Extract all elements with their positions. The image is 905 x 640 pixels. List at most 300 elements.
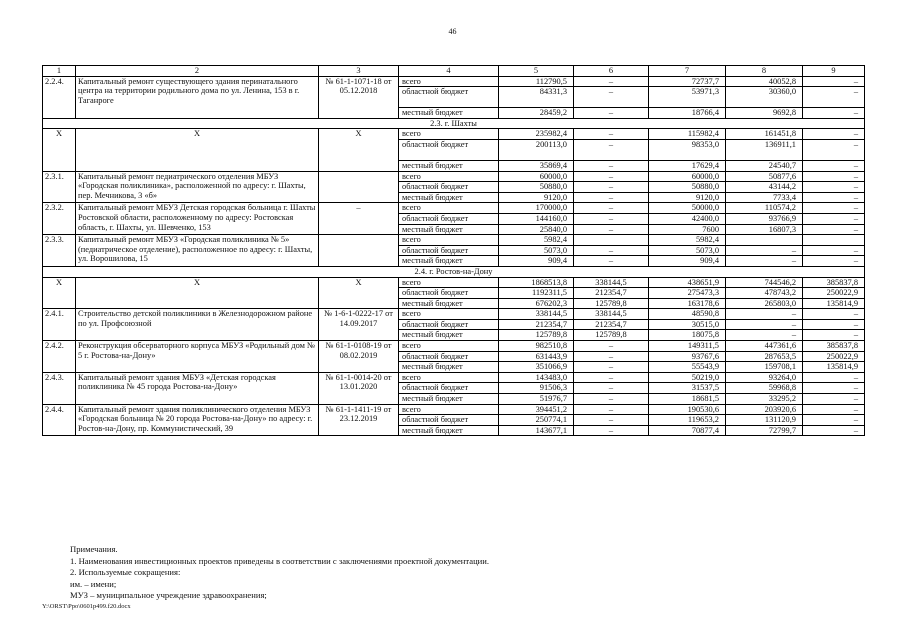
funding-source: местный бюджет	[399, 329, 498, 340]
funding-source-cell	[399, 277, 499, 309]
funding-source: местный бюджет	[399, 361, 498, 372]
amount-value	[803, 235, 864, 245]
amount-value: –	[574, 139, 648, 160]
row-number: X	[43, 277, 76, 309]
row-number: 2.4.1.	[43, 309, 76, 341]
amount-value: –	[574, 425, 648, 436]
amount-value: 190530,6	[687, 404, 719, 414]
amount-value: 136911,1	[726, 139, 802, 160]
amount-value: 72799,7	[726, 425, 802, 436]
amount-cell	[803, 171, 865, 203]
amount-cell	[649, 372, 726, 404]
expertise-conclusion: X	[319, 129, 399, 171]
column-header: 1	[43, 66, 76, 77]
column-header: 2	[76, 66, 319, 77]
amount-cell	[574, 171, 649, 203]
amount-value: –	[574, 393, 648, 404]
funding-source: местный бюджет	[399, 393, 498, 404]
column-header: 6	[574, 66, 649, 77]
amount-cell	[726, 404, 803, 436]
amount-cell	[574, 235, 649, 267]
amount-value: –	[803, 425, 864, 436]
column-header: 5	[499, 66, 574, 77]
amount-cell	[803, 341, 865, 373]
amount-value: 351066,9	[499, 361, 573, 372]
amount-value: 676202,3	[499, 298, 573, 309]
table-row	[43, 372, 865, 404]
amount-value: 338144,5	[595, 277, 627, 287]
object-name: Капитальный ремонт МБУЗ Детская городская больница г. Шахты Ростовской области, расположенному по адресу: Ростовская область, г. Шахты, ул. Шевченко, 153	[76, 203, 319, 235]
amount-value: –	[574, 107, 648, 118]
object-name: Капитальный ремонт здания поликлинического отделения МБУЗ «Городская больница № 20 города Ростова-на-Дону» по адресу: г. Ростов-на-Дону, пр. Коммунистический, 39	[76, 404, 319, 436]
amount-value: 135814,9	[803, 361, 864, 372]
amount-cell	[574, 277, 649, 309]
column-header-row	[43, 66, 865, 77]
amount-cell	[649, 203, 726, 235]
table-row	[43, 171, 865, 203]
amount-cell	[726, 372, 803, 404]
amount-value: 385837,8	[826, 341, 858, 351]
amount-value: 9120,0	[649, 192, 725, 203]
amount-value: –	[574, 361, 648, 372]
amount-value: –	[803, 139, 864, 160]
funding-source: всего	[402, 203, 421, 213]
amount-cell	[499, 235, 574, 267]
object-name: Капитальный ремонт МБУЗ «Городская поликлиника № 5» (педиатрическое отделение), расположенное по адресу: г. Шахты, ул. Ворошилова, 15	[76, 235, 319, 267]
amount-value: 131120,9	[726, 414, 802, 425]
amount-value: –	[608, 171, 614, 181]
note-line: им. – имени;	[70, 578, 117, 589]
funding-source: всего	[402, 372, 421, 382]
funding-source-cell	[399, 341, 499, 373]
amount-value: 1868513,8	[531, 277, 567, 287]
amount-value: –	[574, 382, 648, 393]
amount-value: –	[608, 341, 614, 351]
amount-value: 5982,4	[543, 235, 567, 245]
page-number: 46	[448, 27, 457, 36]
expertise-conclusion: № 61-1-1071-18 от 05.12.2018	[319, 76, 399, 118]
amount-cell	[726, 203, 803, 235]
object-name: Капитальный ремонт существующего здания перинатального центра на территории родильного дома по ул. Ленина, 153 в г. Таганроге	[76, 76, 319, 118]
amount-value: 25840,0	[499, 224, 573, 235]
amount-cell	[803, 203, 865, 235]
amount-value: –	[726, 245, 802, 256]
amount-value: 40052,8	[768, 76, 796, 86]
amount-value: –	[608, 404, 614, 414]
object-name: X	[76, 129, 319, 171]
funding-source-cell	[399, 372, 499, 404]
amount-value: –	[726, 329, 802, 340]
funding-source: местный бюджет	[399, 224, 498, 235]
note-line: МУЗ – муниципальное учреждение здравоохранения;	[70, 590, 267, 601]
funding-source: всего	[402, 171, 421, 181]
amount-value: 143483,0	[535, 372, 567, 382]
amount-value: –	[574, 245, 648, 256]
object-name: Капитальный ремонт педиатрического отделения МБУЗ «Городская поликлиника», расположенной по адресу: г. Шахты, пер. Мечникова, 3 «б»	[76, 171, 319, 203]
funding-source: местный бюджет	[399, 425, 498, 436]
amount-value: 149311,5	[687, 341, 719, 351]
amount-value: 18766,4	[649, 107, 725, 118]
amount-cell	[499, 129, 574, 171]
funding-source: областной бюджет	[399, 139, 498, 160]
amount-cell	[499, 309, 574, 341]
amount-value: 72737,7	[691, 76, 719, 86]
amount-value: –	[574, 255, 648, 266]
amount-value: 17629,4	[649, 160, 725, 171]
amount-value: –	[803, 329, 864, 340]
amount-value: 91506,3	[499, 382, 573, 393]
funding-source: местный бюджет	[399, 255, 498, 266]
investment-table	[42, 65, 865, 436]
amount-value: –	[803, 393, 864, 404]
amount-value: 93767,6	[649, 351, 725, 362]
table-row	[43, 76, 865, 118]
amount-value: –	[803, 414, 864, 425]
amount-value: 125789,8	[574, 298, 648, 309]
note-line: 1. Наименования инвестиционных проектов приведены в соответствии с заключениями проектной документации.	[70, 555, 490, 566]
funding-source: всего	[402, 341, 421, 351]
expertise-conclusion: № 61-1-0108-19 от 08.02.2019	[319, 341, 399, 373]
amount-value: 35869,4	[499, 160, 573, 171]
funding-source: областной бюджет	[399, 382, 498, 393]
amount-value: 125789,8	[499, 329, 573, 340]
row-number: 2.3.2.	[43, 203, 76, 235]
amount-cell	[499, 341, 574, 373]
amount-value: 338144,5	[595, 309, 627, 319]
amount-value: –	[608, 372, 614, 382]
file-path-footer: Y:\ORST\Ppo\0601p499.f20.docx	[42, 603, 131, 610]
amount-value: –	[574, 181, 648, 192]
amount-cell	[499, 171, 574, 203]
amount-cell	[726, 235, 803, 267]
note-line: 2. Используемые сокращения:	[70, 567, 181, 578]
amount-value: 50877,6	[768, 171, 796, 181]
amount-cell	[726, 129, 803, 171]
row-number: 2.4.3.	[43, 372, 76, 404]
funding-source-cell	[399, 404, 499, 436]
amount-value: 18681,5	[649, 393, 725, 404]
amount-cell	[499, 404, 574, 436]
amount-value: 33295,2	[726, 393, 802, 404]
amount-value: 203920,6	[764, 404, 796, 414]
amount-value: 909,4	[649, 255, 725, 266]
table-row	[43, 235, 865, 267]
amount-cell	[574, 203, 649, 235]
amount-value: 478743,2	[726, 287, 802, 298]
amount-value: 60000,0	[539, 171, 567, 181]
section-row	[43, 118, 865, 129]
funding-source: всего	[402, 76, 421, 86]
amount-cell	[726, 76, 803, 118]
amount-value: 7600	[649, 224, 725, 235]
amount-cell	[649, 309, 726, 341]
amount-value: 93766,9	[726, 213, 802, 224]
table-row	[43, 404, 865, 436]
object-name: Реконструкция обсерваторного корпуса МБУЗ «Родильный дом № 5 г. Ростова-на-Дону»	[76, 341, 319, 373]
amount-cell	[574, 309, 649, 341]
funding-source: местный бюджет	[399, 298, 498, 309]
notes-title: Примечания.	[70, 544, 118, 554]
funding-source: областной бюджет	[399, 213, 498, 224]
amount-value: 394451,2	[535, 404, 567, 414]
amount-value: 447361,6	[764, 341, 796, 351]
amount-value: 438651,9	[687, 277, 719, 287]
amount-value: 5982,4	[695, 235, 719, 245]
funding-source: всего	[402, 277, 421, 287]
amount-value: 982510,8	[535, 341, 567, 351]
amount-cell	[499, 203, 574, 235]
amount-value	[726, 235, 802, 245]
amount-cell	[574, 129, 649, 171]
expertise-conclusion: № 1-6-1-0222-17 от 14.09.2017	[319, 309, 399, 341]
amount-cell	[803, 372, 865, 404]
funding-source-cell	[399, 235, 499, 267]
amount-value: 212354,7	[574, 319, 648, 330]
amount-value: –	[853, 404, 858, 414]
amount-value: 50000,0	[691, 203, 719, 213]
amount-value: 143677,1	[499, 425, 573, 436]
amount-cell	[803, 277, 865, 309]
amount-cell	[574, 404, 649, 436]
amount-value: 43144,2	[726, 181, 802, 192]
amount-value: –	[574, 213, 648, 224]
amount-cell	[574, 372, 649, 404]
amount-value: 98353,0	[649, 139, 725, 160]
amount-value: 909,4	[499, 255, 573, 266]
amount-value: –	[803, 255, 864, 266]
amount-value: 59968,8	[726, 382, 802, 393]
amount-cell	[803, 404, 865, 436]
funding-source: всего	[402, 404, 421, 414]
funding-source: местный бюджет	[399, 192, 498, 203]
amount-value: –	[803, 213, 864, 224]
amount-value: 24540,7	[726, 160, 802, 171]
column-header: 3	[319, 66, 399, 77]
amount-value: 115982,4	[687, 129, 719, 139]
funding-source-cell	[399, 171, 499, 203]
object-name: Капитальный ремонт здания МБУЗ «Детская городская поликлиника № 45 города Ростова-на-Дону»	[76, 372, 319, 404]
amount-value: 250022,9	[803, 351, 864, 362]
amount-value: –	[608, 76, 614, 86]
amount-value: –	[803, 382, 864, 393]
funding-source: областной бюджет	[399, 245, 498, 256]
amount-value: 163178,6	[649, 298, 725, 309]
amount-value: 170000,0	[535, 203, 567, 213]
expertise-conclusion	[319, 235, 399, 267]
amount-cell	[726, 277, 803, 309]
section-title: 2.4. г. Ростов-на-Дону	[43, 266, 865, 277]
amount-cell	[649, 341, 726, 373]
expertise-conclusion: –	[319, 203, 399, 235]
amount-cell	[499, 372, 574, 404]
amount-cell	[803, 129, 865, 171]
row-number: 2.4.4.	[43, 404, 76, 436]
amount-value: 5073,0	[649, 245, 725, 256]
section-title: 2.3. г. Шахты	[43, 118, 865, 129]
amount-value: 235982,4	[535, 129, 567, 139]
amount-value: –	[608, 203, 614, 213]
amount-value: 50880,0	[499, 181, 573, 192]
funding-source: всего	[402, 235, 421, 245]
amount-value: 119653,2	[649, 414, 725, 425]
amount-value: 84331,3	[499, 86, 573, 107]
amount-value: –	[726, 255, 802, 266]
amount-value: –	[803, 86, 864, 107]
amount-value: 250022,9	[803, 287, 864, 298]
row-number: X	[43, 129, 76, 171]
amount-value: 51976,7	[499, 393, 573, 404]
funding-source-cell	[399, 76, 499, 118]
amount-value: –	[574, 192, 648, 203]
expertise-conclusion: № 61-1-0014-20 от 13.01.2020	[319, 372, 399, 404]
amount-value: –	[853, 203, 858, 213]
amount-cell	[803, 309, 865, 341]
amount-cell	[499, 76, 574, 118]
funding-source-cell	[399, 309, 499, 341]
amount-cell	[803, 235, 865, 267]
row-number: 2.4.2.	[43, 341, 76, 373]
amount-value: 265803,0	[726, 298, 802, 309]
amount-cell	[649, 129, 726, 171]
object-name: X	[76, 277, 319, 309]
column-header: 7	[649, 66, 726, 77]
amount-value: 28459,2	[499, 107, 573, 118]
amount-value: 212354,7	[574, 287, 648, 298]
amount-value: –	[803, 160, 864, 171]
amount-value: 18075,8	[649, 329, 725, 340]
funding-source: областной бюджет	[399, 86, 498, 107]
amount-value: –	[853, 171, 858, 181]
amount-value: –	[608, 129, 614, 139]
amount-value: 16807,3	[726, 224, 802, 235]
expertise-conclusion: X	[319, 277, 399, 309]
amount-value: 338144,5	[535, 309, 567, 319]
amount-value: –	[791, 309, 796, 319]
amount-value: 50219,0	[691, 372, 719, 382]
amount-value: –	[803, 224, 864, 235]
amount-value: 275473,3	[649, 287, 725, 298]
column-header: 4	[399, 66, 499, 77]
funding-source: местный бюджет	[399, 160, 498, 171]
amount-value: 9692,8	[726, 107, 802, 118]
row-number: 2.3.3.	[43, 235, 76, 267]
amount-value: 60000,0	[691, 171, 719, 181]
amount-cell	[726, 341, 803, 373]
amount-cell	[499, 277, 574, 309]
amount-cell	[803, 76, 865, 118]
amount-value: –	[803, 181, 864, 192]
amount-value: –	[574, 86, 648, 107]
amount-value: –	[853, 372, 858, 382]
amount-cell	[574, 76, 649, 118]
amount-cell	[726, 171, 803, 203]
amount-value: 159708,1	[726, 361, 802, 372]
amount-value: 135814,9	[803, 298, 864, 309]
funding-source: местный бюджет	[399, 107, 498, 118]
amount-cell	[574, 341, 649, 373]
column-header: 8	[726, 66, 803, 77]
amount-value: –	[574, 414, 648, 425]
amount-value: –	[853, 76, 858, 86]
amount-value: 112790,5	[535, 76, 567, 86]
amount-value: 1192311,5	[499, 287, 573, 298]
amount-value	[574, 235, 648, 245]
amount-value: 200113,0	[499, 139, 573, 160]
amount-value: 70877,4	[649, 425, 725, 436]
amount-value: 110574,2	[764, 203, 796, 213]
notes	[70, 544, 489, 602]
amount-value: –	[853, 129, 858, 139]
amount-value: –	[574, 160, 648, 171]
amount-value: 250774,1	[499, 414, 573, 425]
amount-cell	[649, 76, 726, 118]
amount-value: 287653,5	[726, 351, 802, 362]
amount-value: 7733,4	[726, 192, 802, 203]
amount-value: 55543,9	[649, 361, 725, 372]
funding-source-cell	[399, 203, 499, 235]
funding-source: областной бюджет	[399, 351, 498, 362]
amount-value: 31537,5	[649, 382, 725, 393]
table-row	[43, 277, 865, 309]
amount-value: –	[726, 319, 802, 330]
funding-source: всего	[402, 129, 421, 139]
amount-value: –	[803, 192, 864, 203]
row-number: 2.2.4.	[43, 76, 76, 118]
funding-source: областной бюджет	[399, 181, 498, 192]
funding-source: всего	[402, 309, 421, 319]
funding-source-cell	[399, 129, 499, 171]
amount-value: 48590,8	[691, 309, 719, 319]
amount-value: 93264,0	[768, 372, 796, 382]
row-number: 2.3.1.	[43, 171, 76, 203]
amount-value: 744546,2	[764, 277, 796, 287]
amount-value: 125789,8	[574, 329, 648, 340]
amount-value: 631443,9	[499, 351, 573, 362]
funding-source: областной бюджет	[399, 287, 498, 298]
amount-cell	[649, 404, 726, 436]
amount-value: 30360,0	[726, 86, 802, 107]
amount-value: 53971,3	[649, 86, 725, 107]
amount-value: –	[803, 319, 864, 330]
amount-value: 30515,0	[649, 319, 725, 330]
table-row	[43, 309, 865, 341]
amount-value: 50880,0	[649, 181, 725, 192]
amount-cell	[649, 277, 726, 309]
amount-value: –	[853, 309, 858, 319]
amount-value: –	[574, 351, 648, 362]
amount-cell	[726, 309, 803, 341]
amount-value: –	[803, 245, 864, 256]
amount-value: –	[574, 224, 648, 235]
amount-value: 212354,7	[499, 319, 573, 330]
table-row	[43, 341, 865, 373]
table-row	[43, 129, 865, 171]
amount-cell	[649, 235, 726, 267]
expertise-conclusion: № 61-1-1411-19 от 23.12.2019	[319, 404, 399, 436]
funding-source: областной бюджет	[399, 319, 498, 330]
object-name: Строительство детской поликлиники в Железнодорожном районе по ул. Профсоюзной	[76, 309, 319, 341]
amount-value: 144160,0	[499, 213, 573, 224]
amount-value: 161451,8	[764, 129, 796, 139]
amount-value: 385837,8	[826, 277, 858, 287]
amount-cell	[649, 171, 726, 203]
column-header: 9	[803, 66, 865, 77]
table-row	[43, 203, 865, 235]
funding-source: областной бюджет	[399, 414, 498, 425]
expertise-conclusion	[319, 171, 399, 203]
section-row	[43, 266, 865, 277]
amount-value: 42400,0	[649, 213, 725, 224]
